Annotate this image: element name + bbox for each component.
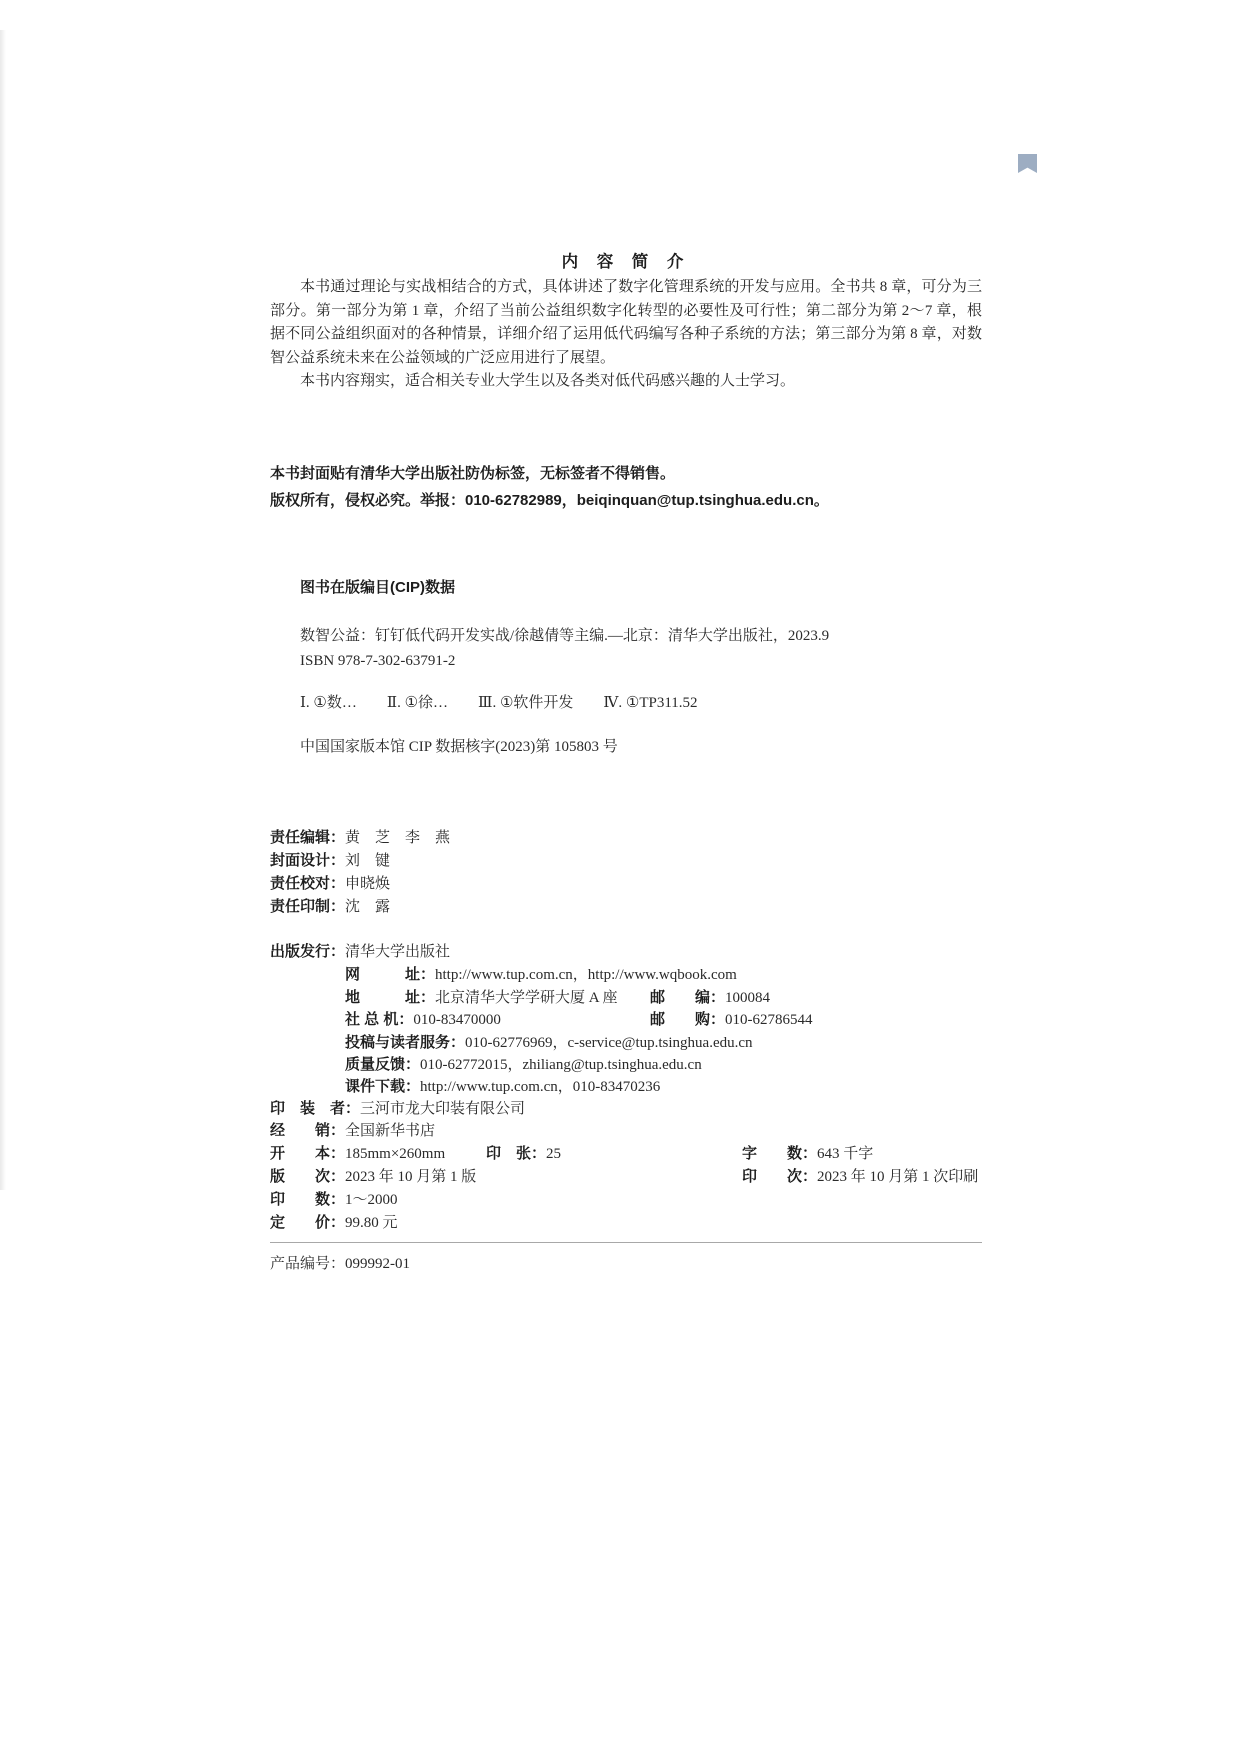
row-label-2: 邮 编： — [650, 989, 726, 1006]
product-number — [270, 1254, 410, 1274]
staff-label: 责任校对： — [270, 875, 346, 892]
cip-entry: 数智公益：钉钉低代码开发实战/徐越倩等主编.—北京：清华大学出版社，2023.9 — [300, 628, 830, 644]
row-label: 印 装 者： — [270, 1100, 361, 1117]
row-mid-label: 印 张： — [486, 1145, 547, 1162]
row-value: 三河市龙大印装有限公司 — [360, 1101, 526, 1117]
staff-value: 申晓焕 — [345, 876, 391, 892]
row-value: 99.80 元 — [345, 1215, 398, 1231]
intro-paragraph-2: 本书内容翔实，适合相关专业大学生以及各类对低代码感兴趣的人士学习。 — [300, 373, 796, 389]
cip-isbn: ISBN 978-7-302-63791-2 — [300, 653, 456, 669]
print-row-price — [270, 1213, 398, 1233]
publisher-row-courseware — [270, 1077, 660, 1097]
print-row-format — [270, 1144, 874, 1164]
publisher-row-website — [270, 965, 737, 985]
publisher-row-switchboard — [270, 1010, 813, 1030]
print-row-printer — [270, 1099, 525, 1119]
row-value: 1～2000 — [345, 1192, 398, 1208]
row-value: 2023 年 10 月第 1 版 — [345, 1169, 477, 1185]
row-label-2: 印 次： — [742, 1168, 818, 1185]
row-value: 185mm×260mm — [345, 1146, 446, 1162]
publisher-label: 出版发行： — [270, 943, 346, 960]
print-row-print-run — [270, 1190, 398, 1210]
cip-heading: 图书在版编目(CIP)数据 — [300, 579, 455, 596]
row-label: 印 数： — [270, 1191, 346, 1208]
row-value-2: 100084 — [725, 990, 771, 1006]
staff-value: 刘 键 — [345, 853, 391, 869]
print-row-distributor — [270, 1121, 435, 1141]
row-label: 版 次： — [270, 1168, 346, 1185]
publisher-name: 清华大学出版社 — [345, 944, 451, 960]
row-value: 全国新华书店 — [345, 1123, 436, 1139]
row-value-2: 643 千字 — [817, 1146, 874, 1162]
staff-label: 责任印制： — [270, 898, 346, 915]
row-label-2: 邮 购： — [650, 1011, 726, 1028]
row-mid-value: 25 — [546, 1146, 562, 1162]
publisher-row — [270, 942, 450, 962]
row-value: 010-62776969，c-service@tup.tsinghua.edu.cn — [465, 1035, 753, 1051]
product-number-label: 产品编号： — [270, 1256, 346, 1272]
row-label: 地 址： — [345, 989, 436, 1006]
intro-paragraph-1: 本书通过理论与实战相结合的方式，具体讲述了数字化管理系统的开发与应用。全书共 8 章，可分为三部分。第一部分为第 1 章，介绍了当前公益组织数字化转型的必要性及可行性；第二部分为第 2～7 章，根据不同公益组织面对的各种情景，详细介绍了运用低代码编写各种子系统的方法；第三部分为第 8 章，对数智公益系统未来在公益领域的广泛应用进行了展望。 — [270, 279, 982, 366]
row-label: 社 总 机： — [345, 1011, 414, 1028]
bookmark-icon[interactable] — [1018, 154, 1037, 173]
cip-record: 中国国家版本馆 CIP 数据核字(2023)第 105803 号 — [300, 739, 618, 755]
row-label: 投稿与读者服务： — [345, 1034, 466, 1051]
row-label: 开 本： — [270, 1145, 346, 1162]
row-label: 课件下载： — [345, 1078, 421, 1095]
publisher-row-address — [270, 988, 771, 1008]
row-label-2: 字 数： — [742, 1145, 818, 1162]
product-number-value: 099992-01 — [345, 1256, 411, 1272]
row-value-2: 010-62786544 — [725, 1012, 813, 1028]
row-label: 定 价： — [270, 1214, 346, 1231]
staff-label: 责任编辑： — [270, 829, 346, 846]
row-label: 网 址： — [345, 966, 436, 983]
row-value: http://www.tup.com.cn，http://www.wqbook.com — [435, 967, 737, 983]
row-value: 010-62772015，zhiliang@tup.tsinghua.edu.cn — [420, 1057, 702, 1073]
row-label: 经 销： — [270, 1122, 346, 1139]
row-value-2: 2023 年 10 月第 1 次印刷 — [817, 1169, 979, 1185]
intro-paragraphs — [270, 276, 982, 394]
print-row-edition — [270, 1167, 979, 1187]
cip-classification: Ⅰ. ①数… Ⅱ. ①徐… Ⅲ. ①软件开发 Ⅳ. ①TP311.52 — [300, 695, 698, 711]
row-value: 北京清华大学学研大厦 A 座 — [435, 990, 618, 1006]
row-value: http://www.tup.com.cn，010-83470236 — [420, 1079, 661, 1095]
scan-edge — [0, 30, 6, 1190]
staff-value: 沈 露 — [345, 899, 391, 915]
divider-rule — [270, 1242, 982, 1243]
publisher-row-reader-service — [270, 1033, 753, 1053]
anti-piracy-line-2: 版权所有，侵权必究。举报：010-62782989，beiqinquan@tup.tsinghua.edu.cn。 — [270, 492, 829, 509]
row-value: 010-83470000 — [413, 1012, 501, 1028]
staff-row — [270, 828, 450, 848]
intro-heading: 内 容 简 介 — [561, 253, 691, 271]
anti-piracy-line-1: 本书封面贴有清华大学出版社防伪标签，无标签者不得销售。 — [270, 465, 676, 482]
publisher-row-quality-feedback — [270, 1055, 702, 1075]
row-label: 质量反馈： — [345, 1056, 421, 1073]
staff-row — [270, 851, 390, 871]
staff-row — [270, 874, 390, 894]
staff-row — [270, 897, 390, 917]
staff-value: 黄 芝 李 燕 — [345, 830, 451, 846]
staff-label: 封面设计： — [270, 852, 346, 869]
